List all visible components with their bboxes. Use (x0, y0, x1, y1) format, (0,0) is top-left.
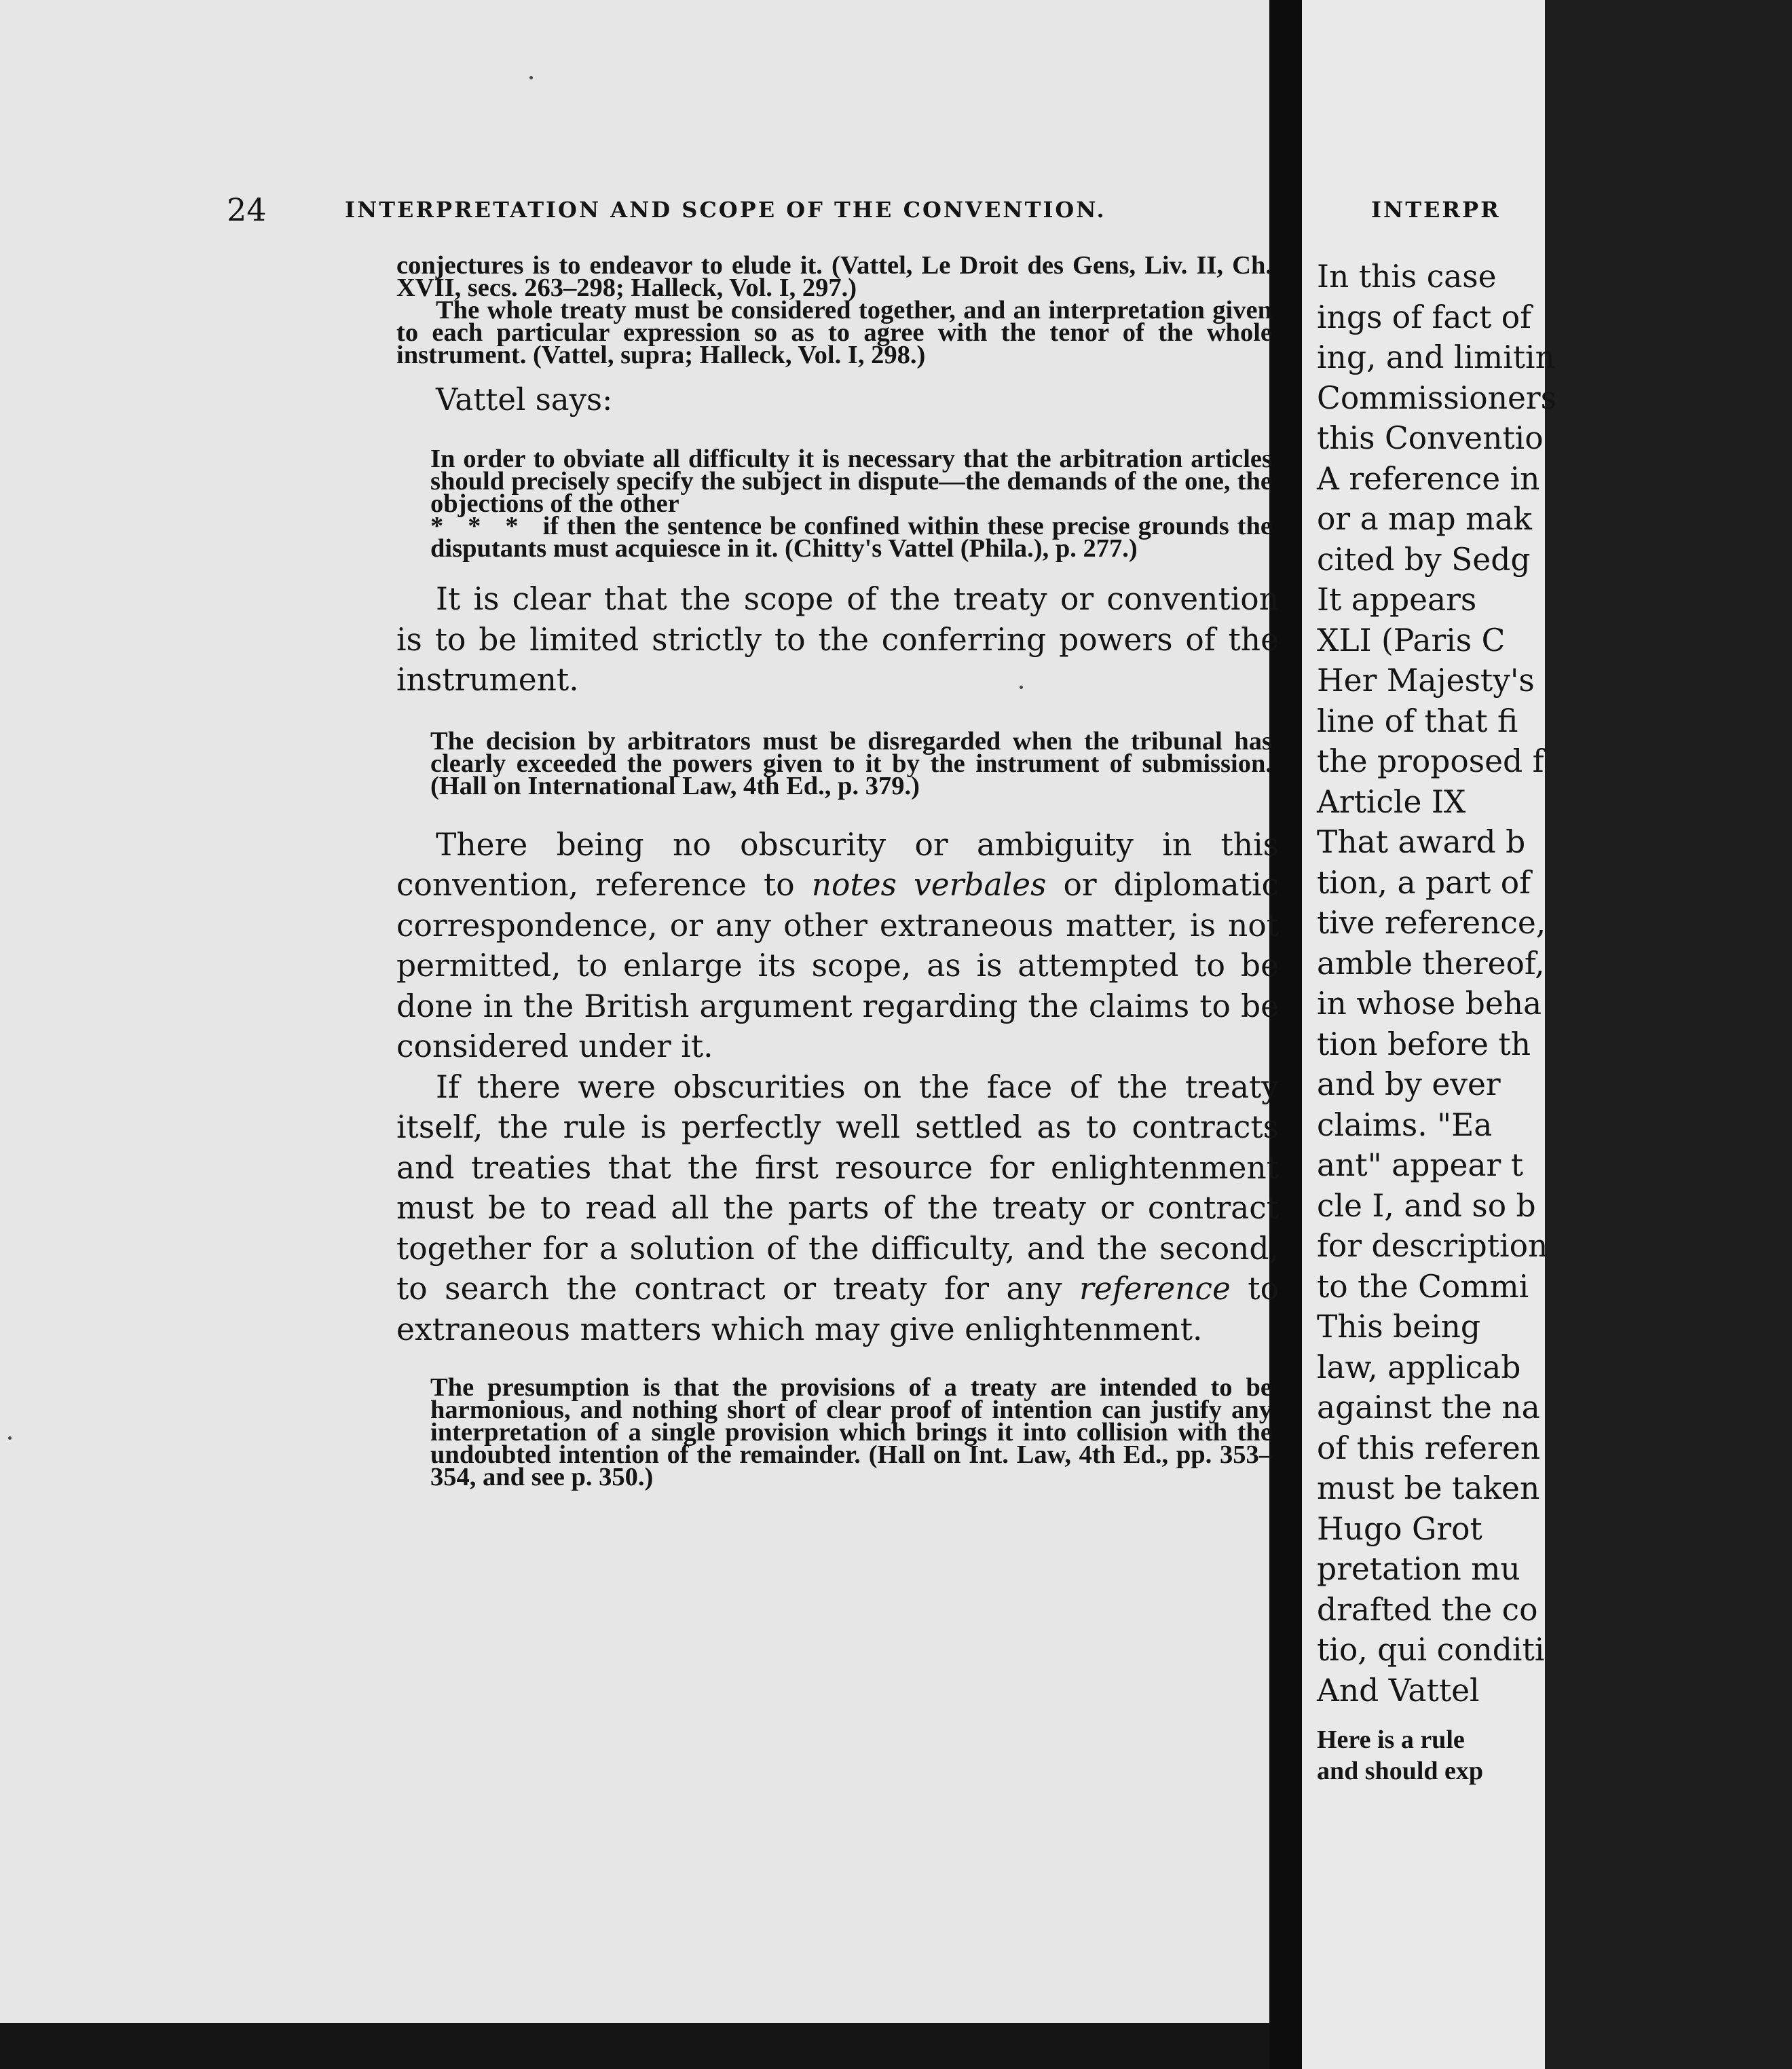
facing-page-line: amble thereof, (1317, 945, 1545, 982)
facing-page-line: against the na (1317, 1390, 1540, 1425)
facing-page-line: tion, a part of (1317, 864, 1531, 901)
text-run: If there were obscurities on the face of the treaty itself, the rule is perfectly well settled as to contracts and treaties that the first resource for enlightenment must be to read all the parts of the treaty or contract together for a solution of the difficulty, and the second, to search the contract or treaty for any (396, 1068, 1279, 1307)
facing-page-line: for description (1317, 1228, 1548, 1264)
facing-page-line: This being (1317, 1309, 1481, 1345)
text-run: There being no obscurity or ambiguity in this convention, reference to (396, 826, 1279, 903)
facing-page-line: the proposed f (1317, 743, 1544, 779)
facing-page-line: ings of fact of (1317, 299, 1531, 335)
facing-page-line: claims. "Ea (1317, 1106, 1493, 1143)
facing-page-line: ant" appear t (1317, 1147, 1524, 1183)
facing-page-line: In this case (1317, 259, 1497, 295)
facing-page-text (1317, 257, 1792, 1787)
facing-page-line: tive reference, (1317, 905, 1546, 941)
facing-page-line: line of that fi (1317, 703, 1518, 739)
text-run: or diplomatic correspondence, or any other extraneous matter, is not permitted, to enlarge its scope, as is attempted to be done in the British argument regarding the claims to be considered under it. (396, 867, 1279, 1064)
spacer (1317, 1711, 1792, 1724)
facing-page-line: ing, and limitin (1317, 339, 1555, 375)
ellipsis-asterisks: * * * (430, 512, 543, 540)
facing-page-line: cle I, and so b (1317, 1187, 1536, 1224)
facing-page-line: Hugo Grot (1317, 1510, 1482, 1547)
body-paragraph (396, 1067, 1279, 1350)
facing-page-line: and should exp (1317, 1757, 1484, 1785)
facing-page-line: XLI (Paris C (1317, 622, 1506, 658)
scan-speck (8, 1436, 12, 1440)
facing-page-line: in whose beha (1317, 986, 1542, 1022)
body-paragraph-small: The whole treaty must be considered together, and an interpretation given to each particular expression so as to agree with the tenor of the whole instrument. (Vattel, supra; Halleck, Vol. I, 298.) (396, 296, 1272, 369)
facing-page-line: Her Majesty's (1317, 663, 1535, 698)
facing-page-line: of this referen (1317, 1430, 1541, 1466)
facing-page-line: Article IX (1317, 783, 1466, 820)
facing-page-line: Commissioners (1317, 379, 1557, 416)
text-run: to extraneous matters which may give enlightenment. (396, 1271, 1279, 1347)
facing-page-line: tio, qui conditi (1317, 1632, 1545, 1668)
quote-intro: Vattel says: (436, 381, 613, 417)
scan-bottom-edge (0, 2023, 1269, 2069)
block-quote (430, 512, 1272, 563)
facing-running-head: INTERPR (1371, 197, 1501, 223)
facing-page-line: pretation mu (1317, 1551, 1520, 1587)
block-quote: The decision by arbitrators must be disregarded when the tribunal has clearly exceeded the powers given to it by the instrument of submission. (Hall on International Law, 4th Ed., p. 379.) (430, 726, 1272, 800)
italic-term: notes verbales (811, 867, 1047, 903)
right-facing-page (1302, 0, 1557, 2069)
block-quote: The presumption is that the provisions of a treaty are intended to be harmonious, and nothing short of clear proof of intention can justify any interpretation of a single provision which brings it into collision with the undoubted intention of the remainder. (Hall on Int. Law, 4th Ed., pp. 353–354, and see p. 350.) (430, 1373, 1272, 1491)
italic-term: reference (1079, 1271, 1231, 1307)
facing-page-line: It appears (1317, 582, 1477, 618)
running-head: INTERPRETATION AND SCOPE OF THE CONVENTION. (345, 197, 1106, 223)
scan-speck (1020, 686, 1023, 689)
facing-page-line: drafted the co (1317, 1591, 1538, 1628)
facing-page-line: tion before th (1317, 1026, 1531, 1062)
facing-page-line: or a map mak (1317, 501, 1532, 537)
facing-page-line: must be taken (1317, 1470, 1540, 1506)
facing-page-line: and by ever (1317, 1066, 1501, 1102)
body-paragraph: It is clear that the scope of the treaty or convention is to be limited strictly to the conferring powers of the instrument. (396, 581, 1279, 698)
facing-page-line: That award b (1317, 824, 1526, 860)
page-number: 24 (227, 191, 267, 228)
facing-page-line: Here is a rule (1317, 1726, 1465, 1754)
scan-speck (529, 76, 533, 79)
block-quote: In order to obviate all difficulty it is necessary that the arbitration articles should precisely specify the subject in dispute—the demands of the one, the objections of the other (430, 445, 1272, 518)
text-run: if then the sentence be confined within these precise grounds the disputants must acquiesce in it. (Chitty's Vattel (Phila.), p. 277.) (430, 512, 1272, 563)
facing-page-line: A reference in (1317, 460, 1540, 497)
body-paragraph (396, 825, 1279, 1067)
facing-page-line: And Vattel (1317, 1672, 1480, 1709)
body-paragraph-small: conjectures is to endeavor to elude it. (Vattel, Le Droit des Gens, Liv. II, Ch. XVII, secs. 263–298; Halleck, Vol. I, 297.) (396, 251, 1272, 302)
facing-page-line: law, applicab (1317, 1349, 1521, 1385)
facing-page-line: cited by Sedg (1317, 541, 1531, 578)
main-text-column (396, 251, 1279, 1491)
facing-page-line: this Conventio (1317, 420, 1544, 456)
facing-page-line: to the Commi (1317, 1268, 1529, 1305)
